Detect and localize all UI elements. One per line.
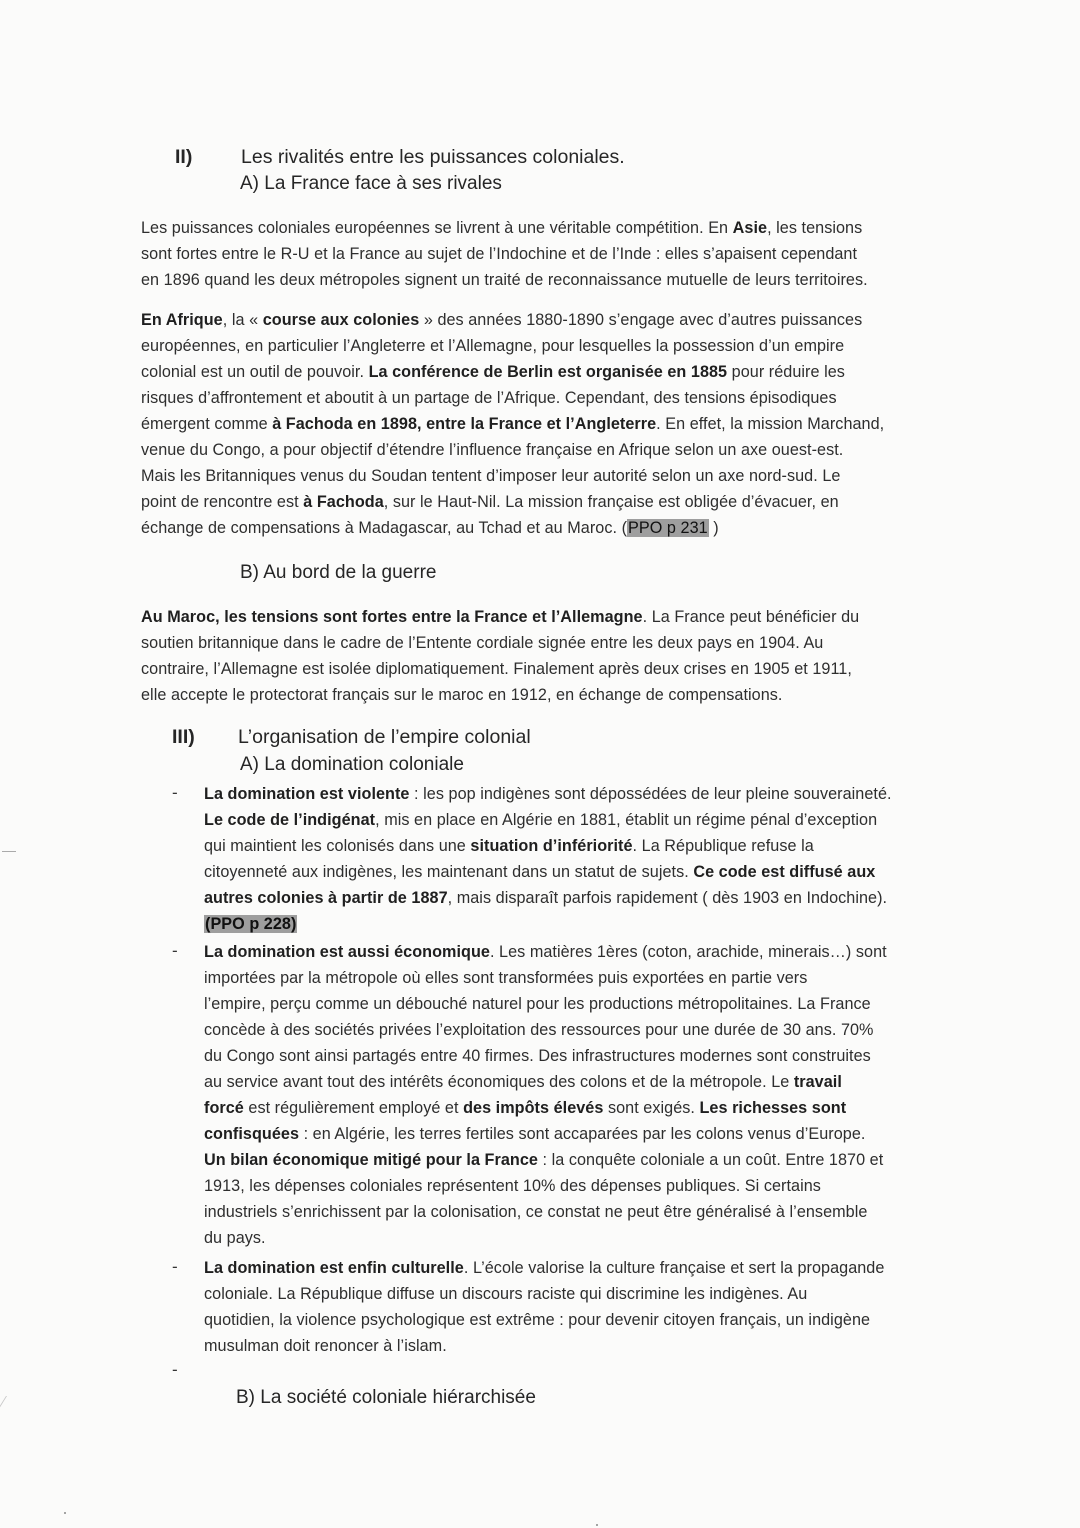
bullet-economique: La domination est aussi économique. Les matières 1ères (coton, arachide, minerais…) sont importées par la métropole où elles sont transformées puis exportées en partie vers l’empire, perçu comme un débouché naturel pour les productions métropolitaines. La France concède à des sociétés privées l’exploitation des ressources pour une durée de 30 ans. 70% du Congo sont ainsi partagés entre 40 firmes. Des infrastructures modernes sont construites au service avant tout des intérêts économiques des colons et de la métropole. Le travail forcé est régulièrement employé et des impôts élevés sont exigés. Les richesses sont confisquées : en Algérie, les terres fertiles sont accaparées par les colons venus d’Europe. Un bilan économique mitigé pour la France : la conquête coloniale a un coût. Entre 1870 et 1913, les dépenses coloniales représentent 10% des dépenses publiques. Si certains industriels s’enrichissent par la colonisation, ce constat ne peut être généralisé à l’ensemble du pays. bbox=[204, 943, 887, 1247]
section-2b-heading: B) Au bord de la guerre bbox=[240, 562, 437, 583]
bullet-violence: La domination est violente : les pop indigènes sont dépossédées de leur pleine souveraineté. Le code de l’indigénat, mis en place en Algérie en 1881, établit un régime pénal d’exception qui maintient les colonisés dans une situation d’infériorité. La République refuse la citoyenneté aux indigènes, les maintenant dans un statut de sujets. Ce code est diffusé aux autres colonies à partir de 1887, mais disparaît parfois rapidement ( dès 1903 en Indochine). (PPO p 228) bbox=[204, 785, 892, 933]
bullet-marker: - bbox=[172, 783, 178, 802]
scan-artifact-line bbox=[0, 1396, 77, 1516]
bullet-marker: - bbox=[172, 1360, 178, 1379]
ppo-231-reference: PPO p 231 bbox=[628, 519, 708, 537]
paragraph-maroc: Au Maroc, les tensions sont fortes entre la France et l’Allemagne. La France peut bénéficier du soutien britannique dans le cadre de l’Entente cordiale signée entre les deux pays en 1904. Au contraire, l’Allemagne est isolée diplomatiquement. Finalement après deux crises en 1905 et 1911, elle accepte le protectorat français sur le maroc en 1912, en échange de compensations. bbox=[141, 608, 860, 704]
ppo-228-reference: (PPO p 228) bbox=[205, 915, 297, 933]
section-2-title: Les rivalités entre les puissances coloniales. bbox=[241, 146, 625, 168]
paragraph-afrique: En Afrique, la « course aux colonies » des années 1880-1890 s’engage avec d’autres puissances européennes, en particulier l’Angleterre et l’Allemagne, pour lesquelles la possession d’un empire colonial est un outil de pouvoir. La conférence de Berlin est organisée en 1885 pour réduire les risques d’affrontement et aboutit à un partage de l’Afrique. Cependant, des tensions épisodiques émergent comme à Fachoda en 1898, entre la France et l’Angleterre. En effet, la mission Marchand, venue du Congo, a pour objectif d’étendre l’influence française en Afrique selon un axe ouest-est. Mais les Britanniques venus du Soudan tentent d’imposer leur autorité selon un axe nord-sud. Le point de rencontre est à Fachoda, sur le Haut-Nil. La mission française est obligée d’évacuer, en échange de compensations à Madagascar, au Tchad et au Maroc. (PPO p 231 ) bbox=[141, 311, 885, 537]
scan-artifact-dot bbox=[64, 1512, 66, 1514]
bullet-marker: - bbox=[172, 941, 178, 960]
section-3-title: L’organisation de l’empire colonial bbox=[238, 726, 531, 748]
section-3a-heading: A) La domination coloniale bbox=[240, 754, 464, 775]
scan-artifact-dot bbox=[596, 1524, 598, 1526]
scan-artifact-tick bbox=[2, 851, 16, 852]
section-2-number: II) bbox=[175, 146, 193, 168]
bullet-marker: - bbox=[172, 1257, 178, 1276]
bullet-culturelle: La domination est enfin culturelle. L’école valorise la culture française et sert la propagande coloniale. La République diffuse un discours raciste qui discrimine les indigènes. Au quotidien, la violence psychologique est extrême : pour devenir citoyen français, un indigène musulman doit renoncer à l’islam. bbox=[204, 1259, 885, 1355]
section-2a-heading: A) La France face à ses rivales bbox=[240, 173, 502, 194]
section-3b-heading: B) La société coloniale hiérarchisée bbox=[236, 1387, 536, 1408]
paragraph-asie: Les puissances coloniales européennes se livrent à une véritable compétition. En Asie, les tensions sont fortes entre le R-U et la France au sujet de l’Indochine et de l’Inde : elles s’apaisent cependant en 1896 quand les deux métropoles signent un traité de reconnaissance mutuelle de leurs territoires. bbox=[141, 219, 868, 289]
section-3-number: III) bbox=[172, 726, 195, 748]
